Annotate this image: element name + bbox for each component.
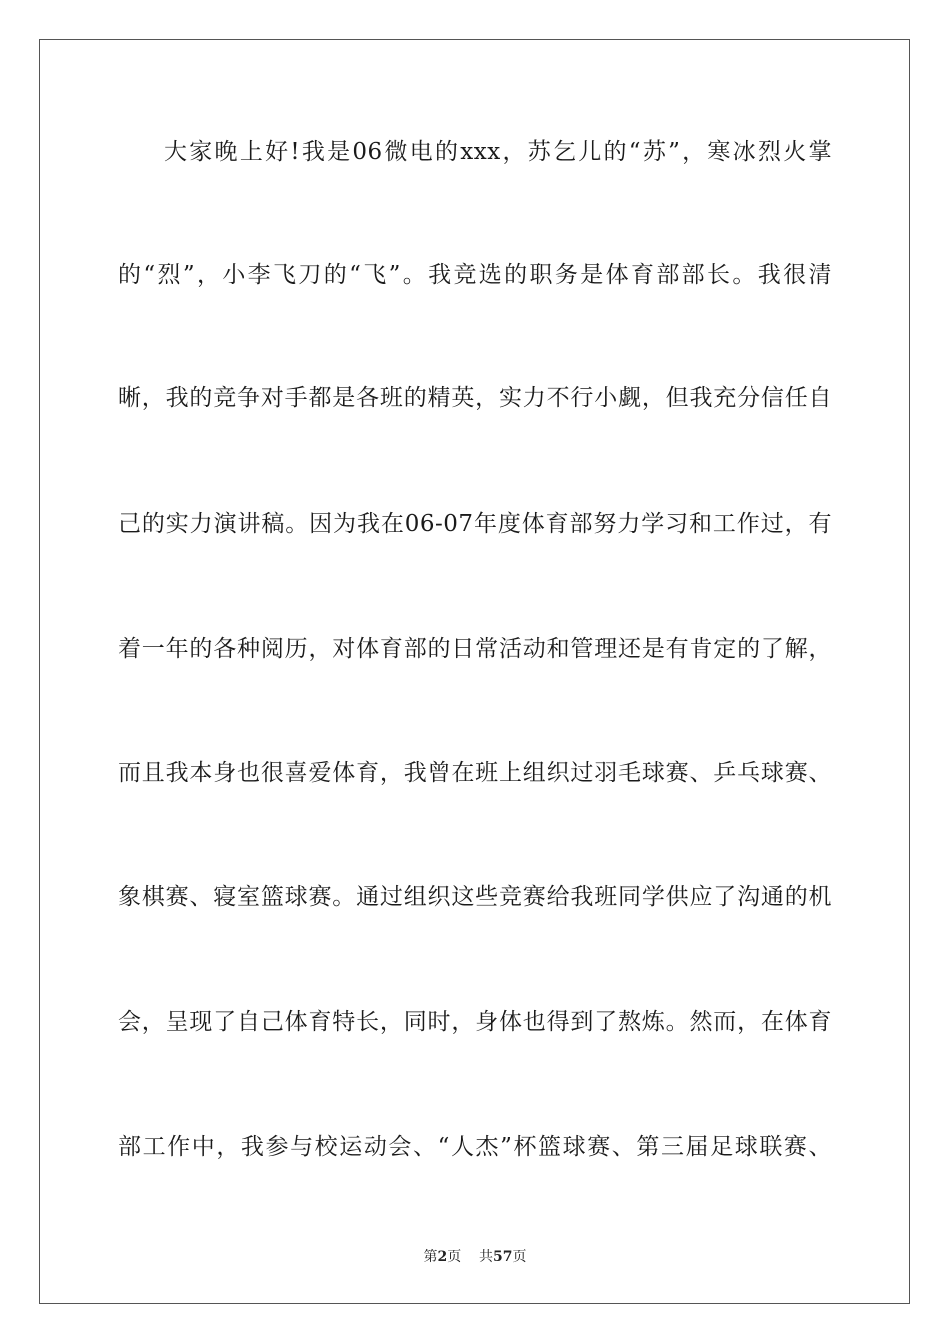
total-prefix: 共: [479, 1249, 494, 1265]
paragraph-line-7: 象棋赛、寝室篮球赛。通过组织这些竞赛给我班同学供应了沟通的机: [118, 884, 832, 910]
total-suffix: 页: [512, 1249, 527, 1265]
page-suffix: 页: [447, 1249, 462, 1265]
page-total: 57: [493, 1249, 513, 1265]
page-footer: [0, 1248, 950, 1266]
paragraph-line-1: 大家晚上好!我是06微电的xxx，苏乞儿的“苏”，寒冰烈火掌: [164, 139, 832, 165]
page-prefix: 第: [423, 1249, 438, 1265]
paragraph-line-2: 的“烈”，小李飞刀的“飞”。我竞选的职务是体育部部长。我很清: [118, 262, 832, 288]
paragraph-line-9: 部工作中，我参与校运动会、“人杰”杯篮球赛、第三届足球联赛、: [118, 1134, 832, 1160]
page-current: 2: [437, 1249, 448, 1265]
paragraph-line-6: 而且我本身也很喜爱体育，我曾在班上组织过羽毛球赛、乒乓球赛、: [118, 760, 832, 786]
paragraph-line-4: 己的实力演讲稿。因为我在06-07年度体育部努力学习和工作过，有: [118, 511, 832, 537]
page-border: [39, 39, 910, 1304]
paragraph-line-5: 着一年的各种阅历，对体育部的日常活动和管理还是有肯定的了解，: [118, 636, 832, 662]
paragraph-line-3: 晰，我的竞争对手都是各班的精英，实力不行小觑，但我充分信任自: [118, 385, 832, 411]
paragraph-line-8: 会，呈现了自己体育特长，同时，身体也得到了熬炼。然而，在体育: [118, 1009, 832, 1035]
